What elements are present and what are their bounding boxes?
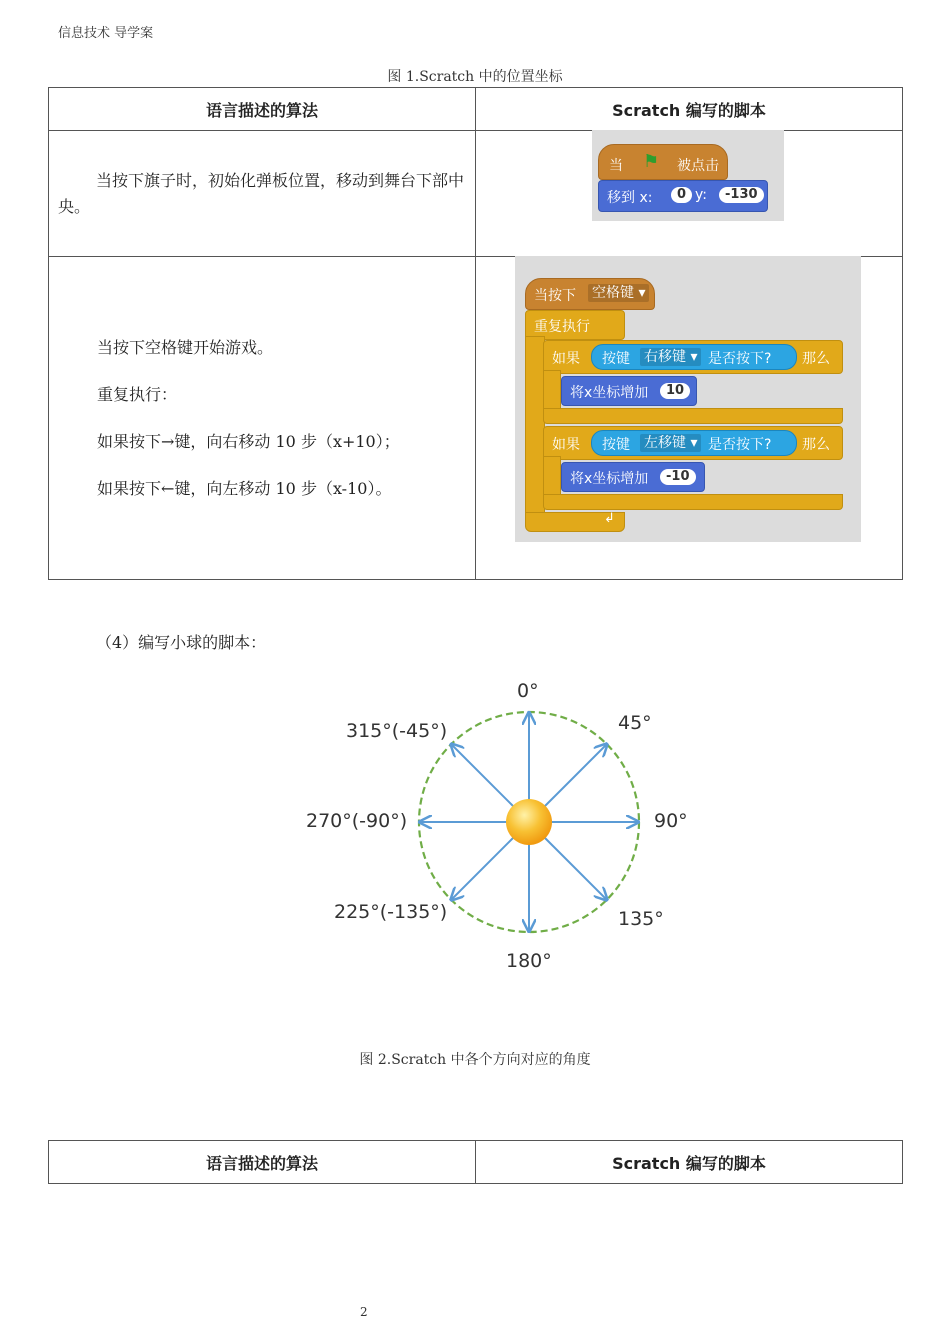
if-label: 如果: [552, 351, 580, 367]
goto-label: 移到 x:: [607, 190, 653, 206]
label-135: 135°: [618, 908, 664, 930]
figure2-caption: 图 2.Scratch 中各个方向对应的角度: [359, 1052, 591, 1068]
arrow-135: [545, 838, 606, 899]
label-225: 225°(-135°): [334, 901, 448, 923]
forever-arm: [525, 336, 545, 516]
table1-header-script: Scratch 编写的脚本: [476, 88, 903, 131]
scratch-script-flag: [592, 130, 784, 221]
then-label: 那么: [802, 351, 830, 367]
right-key-dropdown[interactable]: 右移键 ▾: [640, 348, 701, 366]
key-pressed-label: 按键: [602, 351, 630, 367]
dec-value-input[interactable]: -10: [660, 469, 696, 485]
forever-label: 重复执行: [534, 319, 590, 335]
page-header: 信息技术 导学案: [58, 26, 154, 41]
table2-header-script: Scratch 编写的脚本: [476, 1141, 903, 1184]
scratch-script-space: [515, 256, 861, 542]
if-label: 如果: [552, 437, 580, 453]
pressed-q-label: 是否按下?: [708, 437, 772, 453]
left-key-label: 左移键: [644, 435, 686, 451]
clicked-label: 被点击: [677, 158, 719, 174]
y-label: y:: [695, 187, 707, 203]
label-45: 45°: [618, 712, 652, 734]
green-flag-icon: ⚑: [643, 151, 660, 172]
direction-diagram: [0, 660, 950, 990]
arrow-45: [545, 745, 606, 806]
when-key-label: 当按下: [534, 288, 576, 304]
key-dropdown-label: 空格键: [592, 285, 634, 301]
change-x-left-block[interactable]: [561, 462, 705, 492]
row2-line: 如果按下→键，向右移动 10 步（x+10）；: [97, 431, 400, 451]
if-left-end: [543, 494, 843, 510]
key-pressed-label: 按键: [602, 437, 630, 453]
arrow-315: [452, 745, 513, 806]
row2-line: 重复执行：: [97, 384, 178, 404]
table1-row1-text: 当按下旗子时，初始化弹板位置，移动到舞台下部中央。: [58, 170, 465, 216]
change-x-label: 将x坐标增加: [570, 471, 649, 487]
right-key-label: 右移键: [644, 349, 686, 365]
label-180: 180°: [506, 950, 552, 972]
left-key-dropdown[interactable]: 左移键 ▾: [640, 434, 701, 452]
goto-xy-block[interactable]: [598, 180, 768, 212]
arrow-225: [452, 838, 513, 899]
table2-header-algorithm: 语言描述的算法: [49, 1141, 476, 1184]
row2-line: 如果按下←键，向左移动 10 步（x-10）。: [97, 478, 392, 498]
then-label: 那么: [802, 437, 830, 453]
label-90: 90°: [654, 810, 688, 832]
if-right-end: [543, 408, 843, 424]
when-flag-clicked-block[interactable]: [598, 144, 728, 180]
y-value-input[interactable]: -130: [719, 187, 764, 203]
key-right-pressed-sensor[interactable]: [591, 344, 797, 370]
page-number: 2: [360, 1305, 368, 1319]
figure1-caption: 图 1.Scratch 中的位置坐标: [387, 69, 563, 85]
table1-row2-text-cell: [49, 257, 476, 580]
table1-row1-text-cell: [49, 131, 476, 257]
pressed-q-label: 是否按下?: [708, 351, 772, 367]
label-270: 270°(-90°): [306, 810, 408, 832]
loop-arrow-icon: ↲: [604, 511, 615, 526]
when-key-pressed-block[interactable]: [525, 278, 655, 310]
when-label: 当: [609, 158, 623, 174]
key-dropdown[interactable]: 空格键 ▾: [588, 284, 649, 302]
section-heading: （4）编写小球的脚本：: [96, 633, 267, 652]
label-0: 0°: [517, 680, 539, 702]
row2-line: 当按下空格键开始游戏。: [97, 337, 274, 357]
inc-value-input[interactable]: 10: [660, 383, 690, 399]
change-x-label: 将x坐标增加: [570, 385, 649, 401]
table1-row2-text: [49, 335, 475, 502]
key-left-pressed-sensor[interactable]: [591, 430, 797, 456]
change-x-right-block[interactable]: [561, 376, 697, 406]
table-algorithms-2: [48, 1140, 903, 1184]
if-left-arm: [543, 456, 561, 498]
x-value-input[interactable]: 0: [671, 187, 692, 203]
if-right-arm: [543, 370, 561, 412]
table1-header-algorithm: 语言描述的算法: [49, 88, 476, 131]
ball-sun-icon: [506, 799, 552, 845]
label-315: 315°(-45°): [346, 720, 448, 742]
forever-end: [525, 512, 625, 532]
